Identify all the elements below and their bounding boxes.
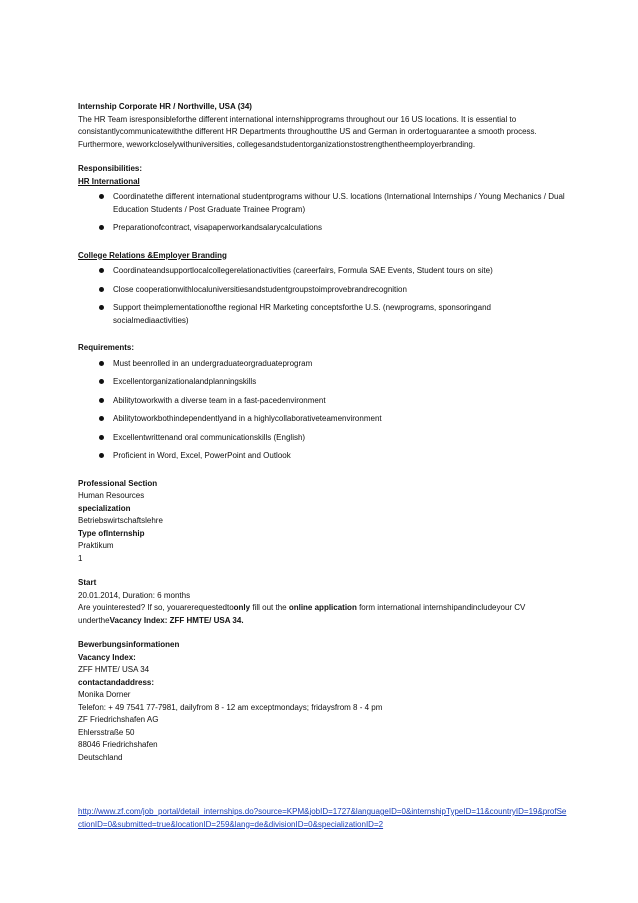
intro-paragraph: The HR Team isresponsibleforthe different international internshipprograms throughout our 16 US locations. It is essential to consistantlycommunicatewiththe different HR Departments throughoutthe US and German in ordertoguarantee a smooth process. Furthermore, weworkcloselywithuniversities, collegesandstudentorganizationstostrengthentheemployerbranding.	[78, 114, 537, 149]
contact-city: 88046 Friedrichshafen	[78, 740, 158, 749]
hr-international-list	[78, 191, 568, 235]
professional-section-value: Human Resources	[78, 491, 145, 500]
list-item: Abilitytoworkbothindependentlyand in a highlycollaborativeteamenvironment	[78, 413, 568, 426]
apply-only: only	[233, 603, 251, 612]
contact-country: Deutschland	[78, 752, 123, 762]
contact-phone: Telefon: + 49 7541 77-7981, dailyfrom 8 - 12 am exceptmondays; fridaysfrom 8 - 4 pm	[78, 702, 383, 712]
requirements-heading: Requirements:	[78, 343, 135, 352]
responsibilities-heading: Responsibilities:	[78, 164, 143, 173]
list-item: Support theimplementationofthe regional HR Marketing conceptsforthe U.S. (newprograms, sponsoringand socialmediaactivities)	[78, 302, 568, 327]
vacancy-text: underthe	[78, 615, 110, 625]
professional-section-label: Professional Section	[78, 478, 158, 488]
internship-type-value: Praktikum	[78, 541, 114, 550]
vacancy-index-label: Vacancy Index:	[78, 652, 136, 662]
apply-text: form international internshipandincludeyour CV	[359, 603, 526, 612]
list-item: Coordinatethe different international studentprograms withour U.S. locations (International Internships / Young Mechanics / Dual Education Students / Post Graduate Trainee Program)	[78, 191, 568, 216]
contact-name: Monika Dorner	[78, 690, 131, 699]
requirements-list	[78, 358, 568, 463]
vacancy-index-text: Vacancy Index: ZFF HMTE/ USA 34.	[109, 615, 244, 625]
contact-company: ZF Friedrichshafen AG	[78, 715, 159, 724]
document-content	[78, 101, 568, 764]
vacancy-sentence	[78, 615, 568, 628]
vacancy-index-value: ZFF HMTE/ USA 34	[78, 665, 150, 674]
college-relations-heading: College Relations &Employer Branding	[78, 250, 227, 260]
apply-sentence	[78, 602, 568, 615]
list-item: Excellentorganizationalandplanningskills	[78, 376, 568, 389]
internship-title: Internship Corporate HR / Northville, USA (34)	[78, 102, 252, 111]
specialization-label: specialization	[78, 503, 131, 513]
application-info-heading: Bewerbungsinformationen	[78, 640, 180, 649]
start-label: Start	[78, 578, 97, 587]
start-duration: 20.01.2014, Duration: 6 months	[78, 590, 191, 600]
internship-type-count: 1	[78, 553, 83, 563]
specialization-value: Betriebswirtschaftslehre	[78, 516, 163, 525]
list-item: Excellentwrittenand oral communicationskills (English)	[78, 432, 568, 445]
list-item: Proficient in Word, Excel, PowerPoint and Outlook	[78, 450, 568, 463]
internship-type-label: Type ofInternship	[78, 528, 145, 538]
contact-address-label: contactandaddress:	[78, 677, 155, 687]
college-relations-list	[78, 265, 568, 327]
list-item: Must beenrolled in an undergraduateorgraduateprogram	[78, 358, 568, 371]
apply-text: fill out the	[252, 603, 287, 612]
list-item: Close cooperationwithlocaluniversitiesandstudentgroupstoimprovebrandrecognition	[78, 284, 568, 297]
list-item: Coordinateandsupportlocalcollegerelationactivities (careerfairs, Formula SAE Events, Student tours on site)	[78, 265, 568, 278]
hr-international-heading: HR International	[78, 176, 140, 186]
online-application-text: online application	[288, 603, 357, 612]
job-portal-link[interactable]: http://www.zf.com/job_portal/detail_internships.do?source=KPM&jobID=1727&languageID=0&internshipTypeID=11&countryID=19&profSectionID=0&submitted=true&locationID=259&lang=de&divisionID=0&specializationID=2	[78, 807, 567, 829]
apply-text: Are youinterested? If so, youarerequestedto	[78, 603, 234, 612]
contact-street: Ehlersstraße 50	[78, 727, 135, 737]
list-item: Abilitytoworkwith a diverse team in a fast-pacedenvironment	[78, 395, 568, 408]
list-item: Preparationofcontract, visapaperworkandsalarycalculations	[78, 222, 568, 235]
